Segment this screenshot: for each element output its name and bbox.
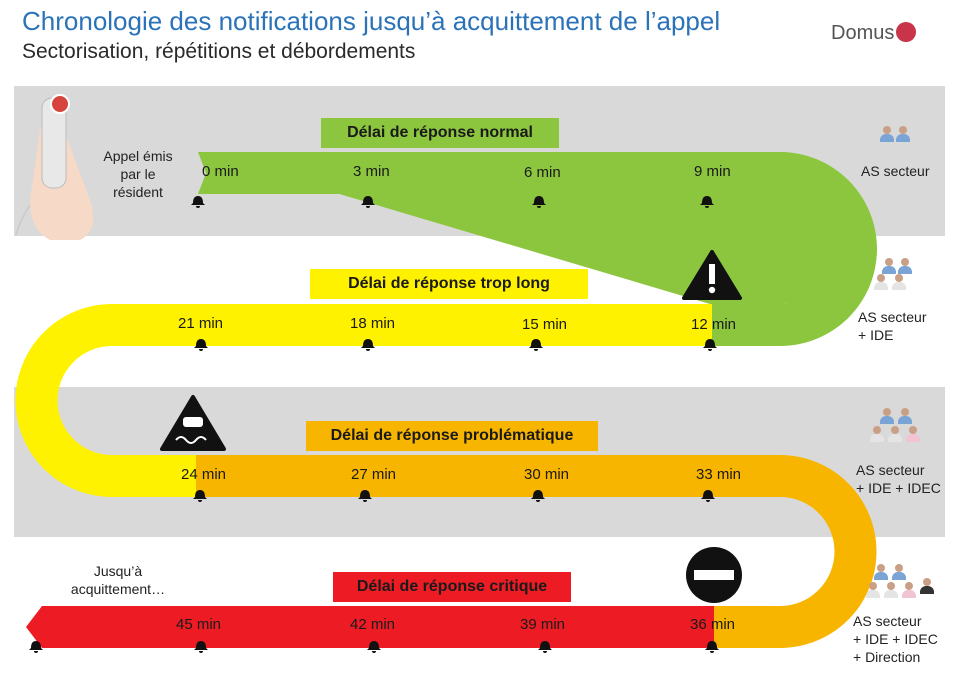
time-label: 36 min: [690, 616, 736, 633]
stage-label-normal: Délai de réponse normal: [321, 118, 559, 148]
time-label: 6 min: [524, 164, 561, 181]
time-label: 27 min: [351, 466, 397, 483]
logo-text: Domus: [831, 22, 895, 44]
recipients-stage-4: AS secteur + IDE + IDEC + Direction: [853, 613, 938, 665]
stage-label-critique: Délai de réponse critique: [333, 572, 571, 602]
time-label: 39 min: [520, 616, 566, 633]
staff-group-icon: [872, 258, 922, 298]
time-label: 42 min: [350, 616, 396, 633]
time-label: 15 min: [522, 316, 568, 333]
time-label: 0 min: [202, 163, 239, 180]
time-label: 3 min: [353, 163, 390, 180]
time-label: 45 min: [176, 616, 222, 633]
start-label: Appel émis par le résident: [103, 148, 173, 200]
page-subtitle: Sectorisation, répétitions et débordements: [22, 40, 416, 63]
stage-label-problematique: Délai de réponse problématique: [306, 421, 598, 451]
track-turn-yellow: [16, 304, 113, 497]
staff-group-icon: [866, 564, 940, 604]
track-segment-normal-straight: [198, 152, 780, 194]
recipients-stage-1: AS secteur: [861, 163, 930, 179]
recipients-stage-2: AS secteur + IDE: [858, 309, 927, 343]
time-label: 24 min: [181, 466, 227, 483]
time-label: 12 min: [691, 316, 737, 333]
time-label: 33 min: [696, 466, 742, 483]
page-title: Chronologie des notifications jusqu’à acquittement de l’appel: [22, 6, 721, 36]
track-segment-problematique: [196, 455, 780, 497]
end-label: Jusqu’à acquittement…: [70, 563, 166, 597]
time-label: 21 min: [178, 315, 224, 332]
stage-label-trop-long: Délai de réponse trop long: [310, 269, 588, 299]
staff-group-icon: [868, 408, 928, 448]
time-label: 9 min: [694, 163, 731, 180]
time-label: 18 min: [350, 315, 396, 332]
staff-group-icon: [880, 126, 920, 150]
time-label: 30 min: [524, 466, 570, 483]
recipients-stage-3: AS secteur + IDE + IDEC: [856, 462, 941, 496]
